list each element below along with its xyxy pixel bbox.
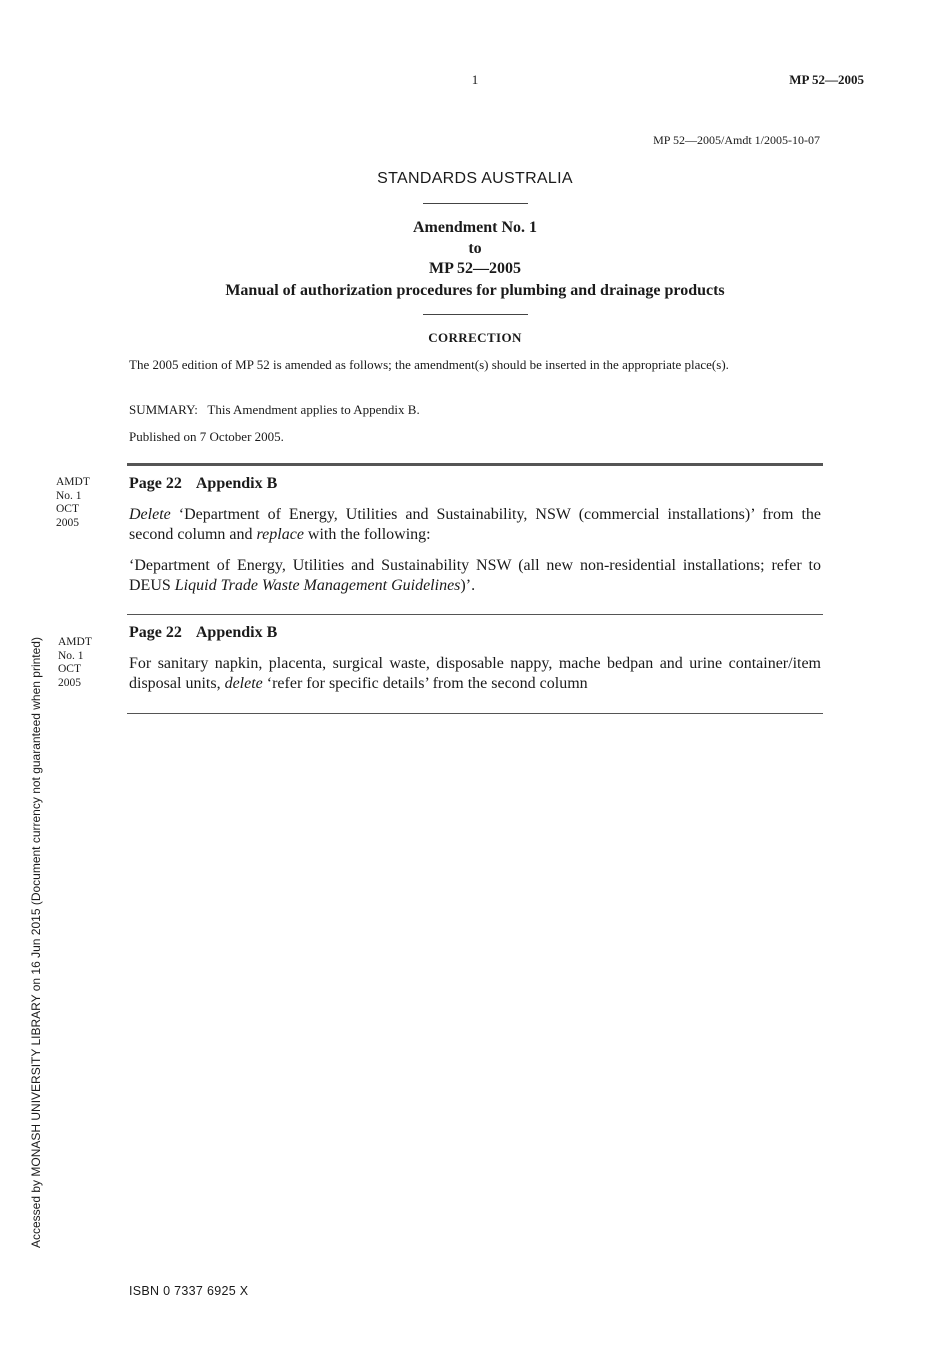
isbn: ISBN 0 7337 6925 X — [129, 1284, 249, 1298]
paragraph-text: ‘refer for specific details’ from the second column — [262, 675, 588, 692]
margin-note-line: AMDT — [58, 636, 92, 648]
section-page-ref: Page 22 — [129, 475, 182, 492]
margin-note-line: No. 1 — [58, 649, 84, 662]
amendment-number: Amendment No. 1 — [413, 219, 537, 236]
document-title: Manual of authorization procedures for plumbing and drainage products — [225, 282, 725, 299]
title-divider-top — [423, 203, 528, 204]
section-heading — [129, 624, 277, 642]
correction-heading: CORRECTION — [428, 330, 522, 345]
amendment-margin-note — [58, 636, 92, 690]
summary-line: SUMMARY: This Amendment applies to Appendix B. — [129, 402, 420, 417]
amendment-margin-note — [56, 476, 90, 530]
section-paragraph — [129, 654, 821, 694]
section-paragraph — [129, 505, 821, 545]
amendment-reference: MP 52—2005/Amdt 1/2005-10-07 — [653, 133, 820, 147]
replace-instruction: replace — [256, 526, 304, 543]
section-paragraph — [129, 556, 821, 596]
margin-note-line: 2005 — [56, 516, 79, 529]
published-line: Published on 7 October 2005. — [129, 429, 284, 444]
paragraph-text: ‘Department of Energy, Utilities and Sustainability, NSW (commercial installations)’ from the second column and — [129, 506, 821, 543]
section-divider — [127, 713, 823, 714]
delete-instruction: delete — [224, 675, 263, 692]
section-heading — [129, 475, 277, 493]
paragraph-text: ‘Department of Energy, Utilities and Sustainability NSW (all new non-residential installations; refer to DEUS — [129, 557, 821, 594]
access-watermark: Accessed by MONASH UNIVERSITY LIBRARY on 16 Jun 2015 (Document currency not guaranteed when printed) — [29, 637, 43, 1248]
section-appendix-ref: Appendix B — [195, 475, 278, 492]
delete-instruction: Delete — [129, 506, 171, 523]
paragraph-text: )’. — [460, 577, 476, 594]
section-page-ref: Page 22 — [129, 624, 182, 641]
margin-note-line: 2005 — [58, 676, 81, 689]
paragraph-text: with the following: — [303, 526, 431, 543]
margin-note-line: OCT — [58, 663, 81, 675]
page-number: 1 — [471, 72, 479, 87]
section-divider — [127, 614, 823, 615]
margin-note-line: No. 1 — [56, 489, 82, 502]
paragraph-text: For sanitary napkin, placenta, surgical waste, disposable nappy, mache bedpan and urine container/item disposal units, — [129, 655, 821, 692]
section-divider-thick — [127, 463, 823, 466]
title-divider-bottom — [423, 314, 528, 315]
margin-note-line: AMDT — [56, 476, 90, 488]
amendment-to: to — [468, 240, 482, 257]
standard-id: MP 52—2005 — [789, 72, 864, 87]
amended-standard: MP 52—2005 — [429, 260, 521, 277]
amendment-intro: The 2005 edition of MP 52 is amended as follows; the amendment(s) should be inserted in the appropriate place(s). — [129, 357, 729, 372]
guideline-title: Liquid Trade Waste Management Guidelines — [174, 577, 461, 594]
section-appendix-ref: Appendix B — [195, 624, 278, 641]
organisation-name: STANDARDS AUSTRALIA — [377, 170, 573, 187]
margin-note-line: OCT — [56, 503, 79, 515]
